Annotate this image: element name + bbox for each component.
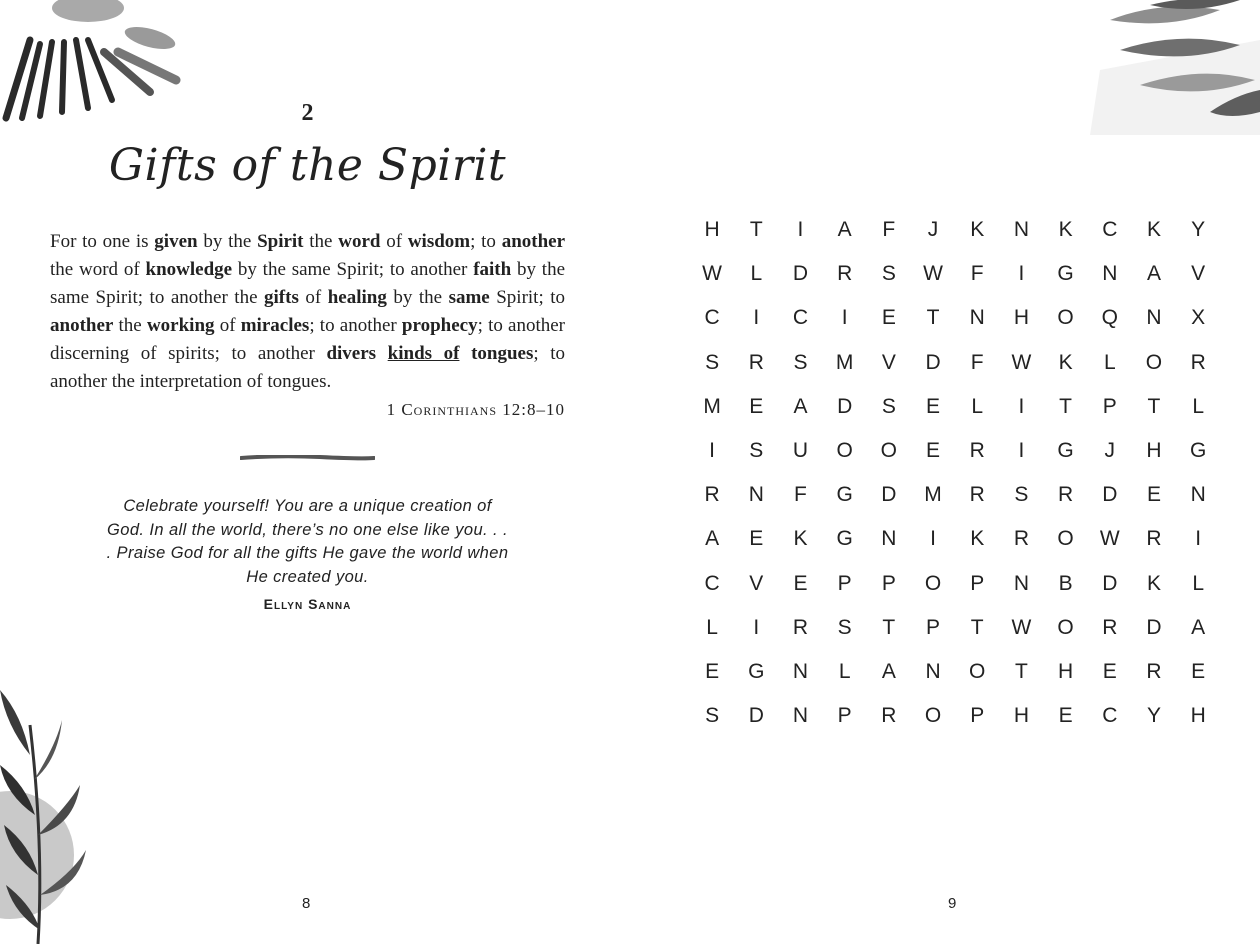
grid-letter: T	[1014, 659, 1028, 683]
scripture-segment: the	[113, 315, 147, 336]
grid-letter: R	[748, 350, 764, 374]
grid-letter: L	[1192, 394, 1204, 418]
grid-letter: F	[794, 483, 807, 507]
grid-letter: R	[1058, 483, 1074, 507]
grid-letter: R	[837, 262, 853, 286]
grid-letter: N	[1013, 571, 1029, 595]
grid-letter: G	[1057, 439, 1074, 463]
grid-letter: G	[836, 483, 853, 507]
grid-letter: H	[1058, 659, 1074, 683]
grid-letter: E	[926, 439, 941, 463]
grid-letter: Q	[1101, 306, 1118, 330]
grid-letter: N	[925, 659, 941, 683]
grid-letter: Y	[1146, 704, 1161, 728]
grid-letter: M	[835, 350, 854, 374]
scripture-segment: faith	[473, 259, 512, 280]
scripture-segment: ; to another	[309, 315, 402, 336]
grid-letter: S	[705, 350, 720, 374]
grid-letter: I	[1018, 394, 1025, 418]
grid-letter: F	[970, 262, 984, 286]
grid-letter: W	[923, 262, 943, 286]
grid-letter: N	[1102, 262, 1118, 286]
scripture-segment	[376, 343, 388, 364]
grid-letter: E	[1146, 483, 1161, 507]
grid-letter: E	[705, 659, 720, 683]
grid-letter: E	[749, 394, 764, 418]
scripture-passage	[50, 228, 565, 396]
grid-letter: S	[1014, 483, 1029, 507]
grid-letter: P	[1102, 394, 1117, 418]
scripture-segment: miracles	[240, 315, 310, 336]
grid-letter: I	[841, 306, 848, 330]
scripture-segment: by the	[197, 231, 258, 252]
grid-letter: E	[926, 394, 941, 418]
grid-letter: O	[1057, 306, 1074, 330]
grid-letter: P	[881, 571, 896, 595]
grid-letter: R	[1146, 527, 1162, 551]
grid-letter: E	[1102, 659, 1117, 683]
grid-letter: R	[969, 483, 985, 507]
grid-letter: D	[1102, 483, 1118, 507]
grid-letter: K	[1146, 218, 1161, 242]
scripture-segment: another	[50, 315, 114, 336]
grid-letter: N	[792, 659, 809, 683]
grid-letter: D	[925, 350, 941, 374]
grid-letter: N	[1146, 306, 1162, 330]
scripture-segment: knowledge	[145, 259, 233, 280]
grid-letter: G	[1057, 262, 1074, 286]
grid-letter: D	[748, 704, 764, 728]
leaf-cluster-icon	[1090, 0, 1260, 135]
scripture-segment: ; to another discerning of spirits; to another	[50, 315, 566, 364]
quote-author: Ellyn Sanna	[263, 596, 352, 612]
grid-letter: O	[1057, 615, 1074, 639]
grid-letter: N	[748, 483, 764, 507]
grid-letter: H	[1146, 439, 1162, 463]
grid-letter: N	[1190, 483, 1206, 507]
grid-letter: O	[1057, 527, 1074, 551]
grid-letter: W	[702, 262, 722, 286]
grid-letter: E	[749, 527, 764, 551]
grid-letter: L	[1192, 571, 1204, 595]
grid-letter: S	[705, 704, 720, 728]
grid-letter: N	[792, 704, 809, 728]
grid-letter: R	[792, 615, 809, 639]
grid-letter: V	[881, 350, 896, 374]
scripture-segment: same	[448, 287, 490, 308]
scripture-segment: the word of	[50, 259, 146, 280]
scripture-segment: of	[380, 231, 408, 252]
grid-letter: I	[1195, 527, 1202, 551]
grid-letter: W	[1011, 350, 1032, 374]
grid-letter: A	[793, 394, 808, 418]
grid-letter: O	[880, 439, 898, 463]
grid-letter: T	[1059, 394, 1072, 418]
grid-letter: P	[837, 571, 852, 595]
grid-letter: W	[1011, 615, 1032, 639]
grid-letter: H	[704, 218, 720, 242]
grid-letter: E	[793, 571, 808, 595]
grid-letter: I	[1018, 262, 1025, 286]
scripture-segment: given	[154, 231, 198, 252]
grid-letter: J	[927, 218, 939, 242]
grid-letter: G	[836, 527, 853, 551]
scripture-segment: For to one is	[50, 231, 155, 252]
grid-letter: T	[749, 218, 763, 242]
grid-letter: N	[969, 306, 985, 330]
grid-letter: K	[970, 527, 985, 551]
grid-letter: E	[881, 306, 896, 330]
grid-letter: K	[1058, 218, 1073, 242]
scripture-segment: by the same Spirit; to another the	[50, 259, 565, 308]
grid-letter: K	[1146, 571, 1161, 595]
grid-letter: I	[753, 306, 760, 330]
grid-letter: M	[703, 394, 721, 418]
scripture-segment: tongues	[471, 343, 534, 364]
grid-letter: A	[1191, 615, 1206, 639]
grid-letter: S	[793, 350, 808, 374]
grid-letter: R	[969, 439, 985, 463]
grid-letter: I	[930, 527, 936, 551]
scripture-segment: healing	[327, 287, 387, 308]
grid-letter: X	[1191, 306, 1206, 330]
grid-letter: K	[793, 527, 808, 551]
grid-letter: D	[837, 394, 853, 418]
grid-letter: C	[1102, 704, 1118, 728]
grid-letter: F	[970, 350, 984, 374]
scripture-segment: prophecy	[401, 315, 478, 336]
grid-letter: D	[1146, 615, 1162, 639]
grid-letter: I	[1018, 439, 1025, 463]
grid-letter: V	[749, 571, 764, 595]
grid-letter: R	[704, 483, 720, 507]
grid-letter: C	[792, 306, 809, 330]
scripture-segment	[459, 343, 471, 364]
grid-letter: C	[1102, 218, 1118, 242]
grid-letter: R	[1102, 615, 1118, 639]
grid-letter: A	[705, 527, 720, 551]
grid-letter: V	[1191, 262, 1206, 286]
grid-letter: O	[1145, 350, 1163, 374]
grid-letter: P	[837, 704, 852, 728]
grid-letter: T	[970, 615, 984, 639]
grid-letter: S	[837, 615, 852, 639]
scripture-segment: the	[303, 231, 339, 252]
grid-letter: T	[882, 615, 896, 639]
scripture-segment: word	[338, 231, 381, 252]
scripture-segment: ; to another the interpretation of tongues.	[50, 343, 566, 392]
grid-letter: B	[1058, 571, 1073, 595]
grid-letter: R	[881, 704, 897, 728]
grid-letter: D	[881, 483, 897, 507]
grid-letter: A	[1146, 262, 1161, 286]
page-number-left: 8	[302, 895, 311, 912]
scripture-segment: of	[214, 315, 241, 336]
scripture-reference: 1 Corinthians 12:8–10	[386, 400, 565, 419]
grid-letter: I	[709, 439, 716, 463]
chapter-title: Gifts of the Spirit	[108, 140, 507, 191]
scripture-segment: kinds of	[387, 343, 460, 364]
scripture-segment: divers	[326, 343, 377, 364]
scripture-segment: gifts	[264, 287, 299, 308]
grid-letter: R	[1190, 350, 1206, 374]
scripture-segment: working	[146, 315, 215, 336]
grid-letter: A	[881, 659, 896, 683]
branch-leaves-icon	[0, 685, 100, 944]
scripture-segment: of	[298, 287, 328, 308]
grid-letter: R	[1146, 659, 1162, 683]
grid-letter: H	[1013, 306, 1029, 330]
grid-letter: M	[924, 483, 942, 507]
brush-divider	[240, 455, 375, 461]
grid-letter: H	[1013, 704, 1029, 728]
grid-letter: E	[1058, 704, 1073, 728]
grid-letter: N	[1013, 218, 1029, 242]
grid-letter: J	[1104, 439, 1116, 463]
scripture-segment: another	[501, 231, 566, 252]
scripture-segment: by the same Spirit; to another	[232, 259, 474, 280]
grid-letter: Y	[1191, 218, 1206, 242]
grid-letter: L	[706, 615, 718, 639]
grid-letter: O	[924, 571, 942, 595]
grid-letter: L	[971, 394, 984, 418]
grid-letter: C	[704, 571, 720, 595]
grid-letter: I	[797, 218, 804, 242]
scripture-segment: Spirit	[257, 231, 304, 252]
grid-letter: L	[838, 659, 851, 683]
grid-letter: K	[1058, 350, 1073, 374]
grid-letter: S	[881, 394, 896, 418]
grid-letter: L	[750, 262, 763, 286]
grid-letter: O	[836, 439, 853, 463]
grid-letter: R	[1013, 527, 1029, 551]
grid-letter: S	[749, 439, 764, 463]
grid-letter: O	[924, 704, 942, 728]
grid-letter: G	[1189, 439, 1207, 463]
grid-letter: D	[1102, 571, 1118, 595]
scripture-segment: wisdom	[407, 231, 471, 252]
grid-letter: U	[792, 439, 809, 463]
grid-letter: P	[970, 571, 985, 595]
right-page	[630, 0, 1260, 944]
grid-letter: A	[837, 218, 852, 242]
grid-letter: S	[881, 262, 896, 286]
scripture-segment: Spirit; to	[489, 287, 566, 308]
grid-letter: P	[970, 704, 985, 728]
grid-letter: I	[753, 615, 760, 639]
grid-letter: T	[1147, 394, 1161, 418]
grid-letter: E	[1191, 659, 1206, 683]
grid-letter: O	[969, 659, 986, 683]
grid-letter: T	[926, 306, 940, 330]
grid-letter: G	[748, 659, 765, 683]
grid-letter: N	[881, 527, 897, 551]
chapter-number: 2	[301, 100, 314, 126]
grid-letter: D	[792, 262, 809, 286]
grid-letter: P	[926, 615, 941, 639]
grid-letter: C	[704, 306, 720, 330]
scripture-segment: by the	[386, 287, 449, 308]
grid-letter: F	[882, 218, 896, 242]
grid-letter: W	[1099, 527, 1120, 551]
page-number-right: 9	[948, 895, 957, 912]
grid-letter: L	[1103, 350, 1116, 374]
grid-letter: H	[1190, 704, 1206, 728]
scripture-segment: ; to	[470, 231, 502, 252]
quote-text: Celebrate yourself! You are a unique creation of God. In all the world, there’s no one else like you. . . . Praise God for all the gifts He gave the world when He created you.	[106, 497, 509, 586]
grid-letter: K	[970, 218, 985, 242]
word-search-grid	[690, 208, 1220, 738]
